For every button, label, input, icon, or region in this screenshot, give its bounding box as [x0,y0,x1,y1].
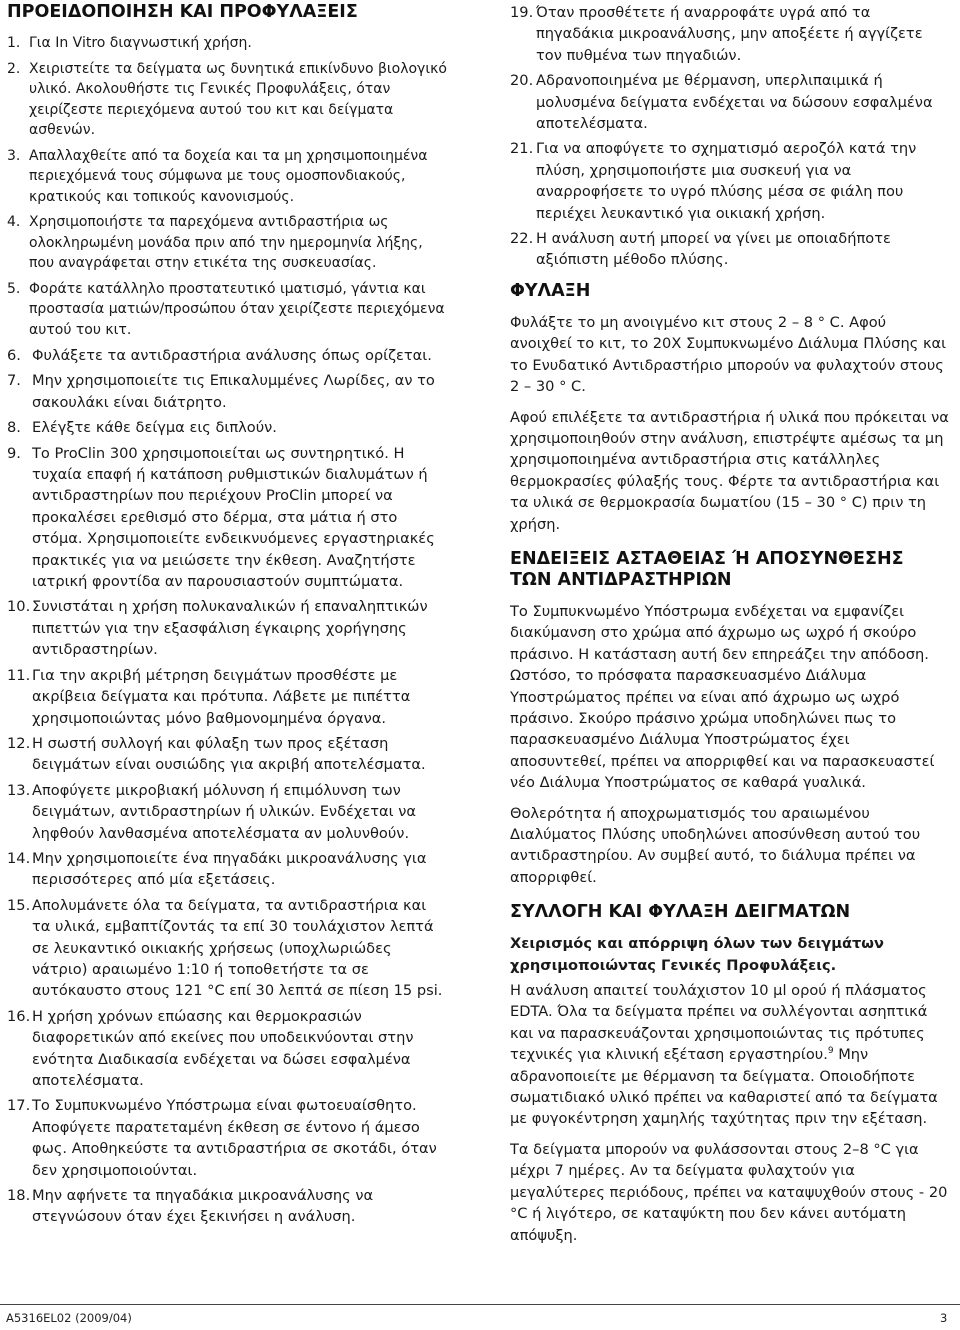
list-item [510,138,950,224]
item-number: 9. [7,444,21,462]
item-number: 12. [7,734,31,752]
item-text: Συνιστάται η χρήση πολυκαναλικών ή επαναληπτικών πιπεττών για την εξασφάλιση έγκαιρης χορήγησης αντιδραστηρίων. [32,598,428,659]
item-number: 15. [7,896,31,914]
instability-heading: ΕΝΔΕΙΞΕΙΣ ΑΣΤΑΘΕΙΑΣ Ή ΑΠΟΣΥΝΘΕΣΗΣ ΤΩΝ ΑΝΤΙΔΡΑΣΤΗΡΙΩΝ [510,548,904,590]
left-column [7,2,447,1232]
item-number: 22. [510,230,534,248]
item-text: Χειριστείτε τα δείγματα ως δυνητικά επικίνδυνο βιολογικό υλικό. Ακολουθήστε τις Γενικές Προφυλάξεις, όταν χειρίζεστε περιεχόμενα αυτού του κιτ και δείγματα ασθενών. [29,60,447,138]
item-text: Όταν προσθέτετε ή αναρροφάτε υγρά από τα πηγαδάκια μικροανάλυσης, μην αποξέετε ή αγγίζετε τον πυθμένα των πηγαδιών. [536,4,923,64]
item-text: Η χρήση χρόνων επώασης και θερμοκρασιών διαφορετικών από εκείνες που υποδεικνύονται στην ενότητα Διαδικασία ενδέχεται να δώσει εσφαλμένα αποτελέσματα. [32,1007,414,1089]
storage-paragraph-2: Αφού επιλέξετε τα αντιδραστήρια ή υλικά που πρόκειται να χρησιμοποιηθούν στην ανάλυση, επιστρέψτε αμέσως τα μη χρησιμοποιημένα αντιδραστήρια στις κατάλληλες θερμοκρασίες φύλαξής τους. Φέρτε τα αντιδραστήρια και τα υλικά σε θερμοκρασία δωματίου (15 – 30 ° C) πριν τη χρήση. [510,408,949,533]
list-item [510,228,950,271]
item-number: 19. [510,4,534,21]
item-text: Φυλάξετε τα αντιδραστήρια ανάλυσης όπως ορίζεται. [32,347,432,364]
item-number: 10. [7,598,31,616]
collection-paragraph-2: Τα δείγματα μπορούν να φυλάσσονται στους 2–8 °C για μέχρι 7 ημέρες. Αν τα δείγματα φυλαχτούν για μεγαλύτερες περιόδους, πρέπει να καταψυχθούν στους - 20 °C ή λιγότερο, σε καταψύκτη που δεν κάνει αυτόματη απόψυξη. [510,1140,948,1244]
list-item [7,1006,447,1092]
item-number: 17. [7,1097,31,1115]
item-text: Η σωστή συλλογή και φύλαξη των προς εξέταση δειγμάτων είναι ουσιώδης για ακριβή αποτελέσματα. [32,734,426,774]
item-text: Το Συμπυκνωμένο Υπόστρωμα είναι φωτοευαίσθητο. Αποφύγετε παρατεταμένη έκθεση σε έντονο ή άμεσο φως. Αποθηκεύστε τα αντιδραστήρια σε σκοτάδι, όταν δεν χρησιμοποιούνται. [32,1097,437,1179]
collection-paragraph-1 [510,980,950,1130]
item-text: Για την ακριβή μέτρηση δειγμάτων προσθέστε με ακρίβεια δείγματα και πρότυπα. Λάβετε με πιπέττα χρησιμοποιώντας μόνο βαθμονομημένα όργανα. [32,666,411,727]
item-number: 7. [7,372,21,390]
list-item [7,279,447,341]
list-item [7,665,447,729]
page-number: 3 [940,1311,948,1325]
item-number: 1. [7,35,21,51]
item-text: Απαλλαχθείτε από τα δοχεία και τα μη χρησιμοποιημένα περιεχόμενά τους σύμφωνα με τους ομοσπονδιακούς, κρατικούς και τοπικούς κανονισμούς. [29,147,428,205]
item-number: 16. [7,1007,31,1025]
item-text: Αποφύγετε μικροβιακή μόλυνση ή επιμόλυνση των δειγμάτων, αντιδραστηρίων ή υλικών. Ενδέχεται να ληφθούν λανθασμένα αποτελέσματα αν μολυνθούν. [32,781,416,842]
warnings-list [7,33,447,1228]
item-number: 21. [510,140,534,158]
item-text: Μην χρησιμοποιείτε ένα πηγαδάκι μικροανάλυσης για περισσότερες από μία εξετάσεις. [32,849,427,889]
list-item [7,780,447,844]
footer-rule [0,1304,960,1305]
reference-superscript: 9 [827,1046,834,1057]
list-item [7,443,447,593]
item-text: Απολυμάνετε όλα τα δείγματα, τα αντιδραστήρια και τα υλικά, εμβαπτίζοντάς τα επί 30 τουλάχιστον λεπτά σε λευκαντικό οικιακής χρήσεως (υποχλωριώδες νάτριο) αραιωμένο 1:10 ή τοποθετήστε τα σε αυτόκαυστο στους 121 °C επί 30 λεπτά σε πίεση 15 psi. [32,896,443,1000]
list-item [7,370,447,413]
item-number: 18. [7,1187,31,1205]
instability-paragraph-1: Το Συμπυκνωμένο Υπόστρωμα ενδέχεται να εμφανίζει διακύμανση στο χρώμα από άχρωμο ως ωχρό ή σκούρο πράσινο. Η κατάσταση αυτή δεν επηρεάζει την απόδοση. Ωστόσο, το πρόσφατα παρασκευασμένο Διάλυμα Υποστρώματος πρέπει να είναι από άχρωμο ως ωχρό πράσινο. Σκούρο πράσινο χρώμα υποδηλώνει πως το παρασκευασμένο Διάλυμα Υποστρώματος έχει αποσυντεθεί, πρέπει να απορριφθεί και να παρασκευαστεί νέο Διάλυμα Υποστρώματος σε καθαρά γυαλικά. [510,602,935,792]
list-item [7,596,447,660]
warnings-heading: ΠΡΟΕΙΔΟΠΟΙΗΣΗ ΚΑΙ ΠΡΟΦΥΛΑΞΕΙΣ [7,2,358,22]
list-item [510,70,950,134]
item-text: Για In Vitro διαγνωστική χρήση. [29,35,252,51]
list-item [7,1185,447,1228]
list-item [7,212,447,274]
list-item [7,895,447,1002]
item-text: Μην χρησιμοποιείτε τις Επικαλυμμένες Λωρίδες, αν το σακουλάκι είναι διάτρητο. [32,372,435,411]
list-item [7,59,447,141]
right-column [510,2,950,1255]
item-number: 2. [7,60,21,77]
item-number: 6. [7,347,21,364]
item-number: 20. [510,72,534,90]
item-text: Για να αποφύγετε το σχηματισμό αεροζόλ κατά την πλύση, χρησιμοποιήστε μια συσκευή για να αναρροφήσετε το υγρό πλύσης μέσα σε φιάλη που περιέχει λευκαντικό για οικιακή χρήση. [536,140,917,222]
list-item [7,733,447,776]
list-item [7,146,447,208]
item-number: 11. [7,666,31,684]
collection-heading: ΣΥΛΛΟΓΗ ΚΑΙ ΦΥΛΑΞΗ ΔΕΙΓΜΑΤΩΝ [510,902,851,923]
list-item [7,417,447,438]
list-item [7,1095,447,1181]
storage-paragraph-1: Φυλάξτε το μη ανοιγμένο κιτ στους 2 – 8 ° C. Αφού ανοιχθεί το κιτ, το 20X Συμπυκνωμένο Διάλυμα Πλύσης και το Ενυδατικό Αντιδραστήριο μπορούν να φυλαχτούν στους 2 – 30 ° C. [510,313,947,396]
instability-paragraph-2: Θολερότητα ή αποχρωματισμός του αραιωμένου Διαλύματος Πλύσης υποδηλώνει αποσύνθεση αυτού του αντιδραστηρίου. Αν συμβεί αυτό, το διάλυμα πρέπει να απορριφθεί. [510,804,921,886]
item-number: 14. [7,849,31,867]
collection-subheading: Χειρισμός και απόρριψη όλων των δειγμάτων χρησιμοποιώντας Γενικές Προφυλάξεις. [510,935,884,974]
document-code: A5316EL02 (2009/04) [6,1311,132,1325]
list-item [7,345,447,366]
warnings-list-continued [510,2,950,271]
item-text: Φοράτε κατάλληλο προστατευτικό ιματισμό, γάντια και προστασία ματιών/προσώπου όταν χειρίζεστε περιεχόμενα αυτού του κιτ. [29,280,445,338]
item-text: Χρησιμοποιήστε τα παρεχόμενα αντιδραστήρια ως ολοκληρωμένη μονάδα πριν από την ημερομηνία λήξης, που αναγράφεται στην ετικέτα της συσκευασίας. [29,214,423,271]
list-item [510,2,950,66]
item-number: 3. [7,147,21,164]
item-number: 4. [7,214,21,230]
item-text: Μην αφήνετε τα πηγαδάκια μικροανάλυσης να στεγνώσουν όταν έχει ξεκινήσει η ανάλυση. [32,1187,374,1226]
collection-paragraph-1-text: Η ανάλυση απαιτεί τουλάχιστον 10 μl ορού ή πλάσματος EDTA. Όλα τα δείγματα πρέπει να συλλέγονται ασηπτικά και να παρασκευάζονται χρησιμοποιώντας τις πρότυπες τεχνικές για κλινική εξέταση εργαστηρίου. [510,982,928,1064]
item-number: 13. [7,781,31,799]
list-item [7,848,447,891]
item-number: 8. [7,419,21,437]
item-text: Η ανάλυση αυτή μπορεί να γίνει με οποιαδήποτε αξιόπιστη μέθοδο πλύσης. [536,230,891,269]
item-number: 5. [7,280,21,297]
item-text: Το ProClin 300 χρησιμοποιείται ως συντηρητικό. Η τυχαία επαφή ή κατάποση ρυθμιστικών διαλυμάτων ή αντιδραστηρίων που περιέχουν ProClin μπορεί να προκαλέσει ερεθισμό στο δέρμα, στα μάτια ή στο στόμα. Χρησιμοποιείτε ενδεικνυόμενες εργαστηριακές πρακτικές για να μειώσετε την έκθεση. Αναζητήστε ιατρική φροντίδα αν παρουσιαστούν συμπτώματα. [32,444,435,591]
list-item [7,33,447,54]
collection-paragraph-1-rest: Μην αδρανοποιείτε με θέρμανση τα δείγματα. Οποιοδήποτε σωματιδιακό υλικό πρέπει να καθαριστεί από τα δείγματα με φυγοκέντρηση χαμηλής ταχύτητας πριν την εξέταση. [510,1046,938,1128]
item-text: Αδρανοποιημένα με θέρμανση, υπερλιπαιμικά ή μολυσμένα δείγματα ενδέχεται να δώσουν εσφαλμένα αποτελέσματα. [536,72,933,133]
storage-heading: ΦΥΛΑΞΗ [510,280,591,301]
item-text: Ελέγξτε κάθε δείγμα εις διπλούν. [32,419,277,437]
